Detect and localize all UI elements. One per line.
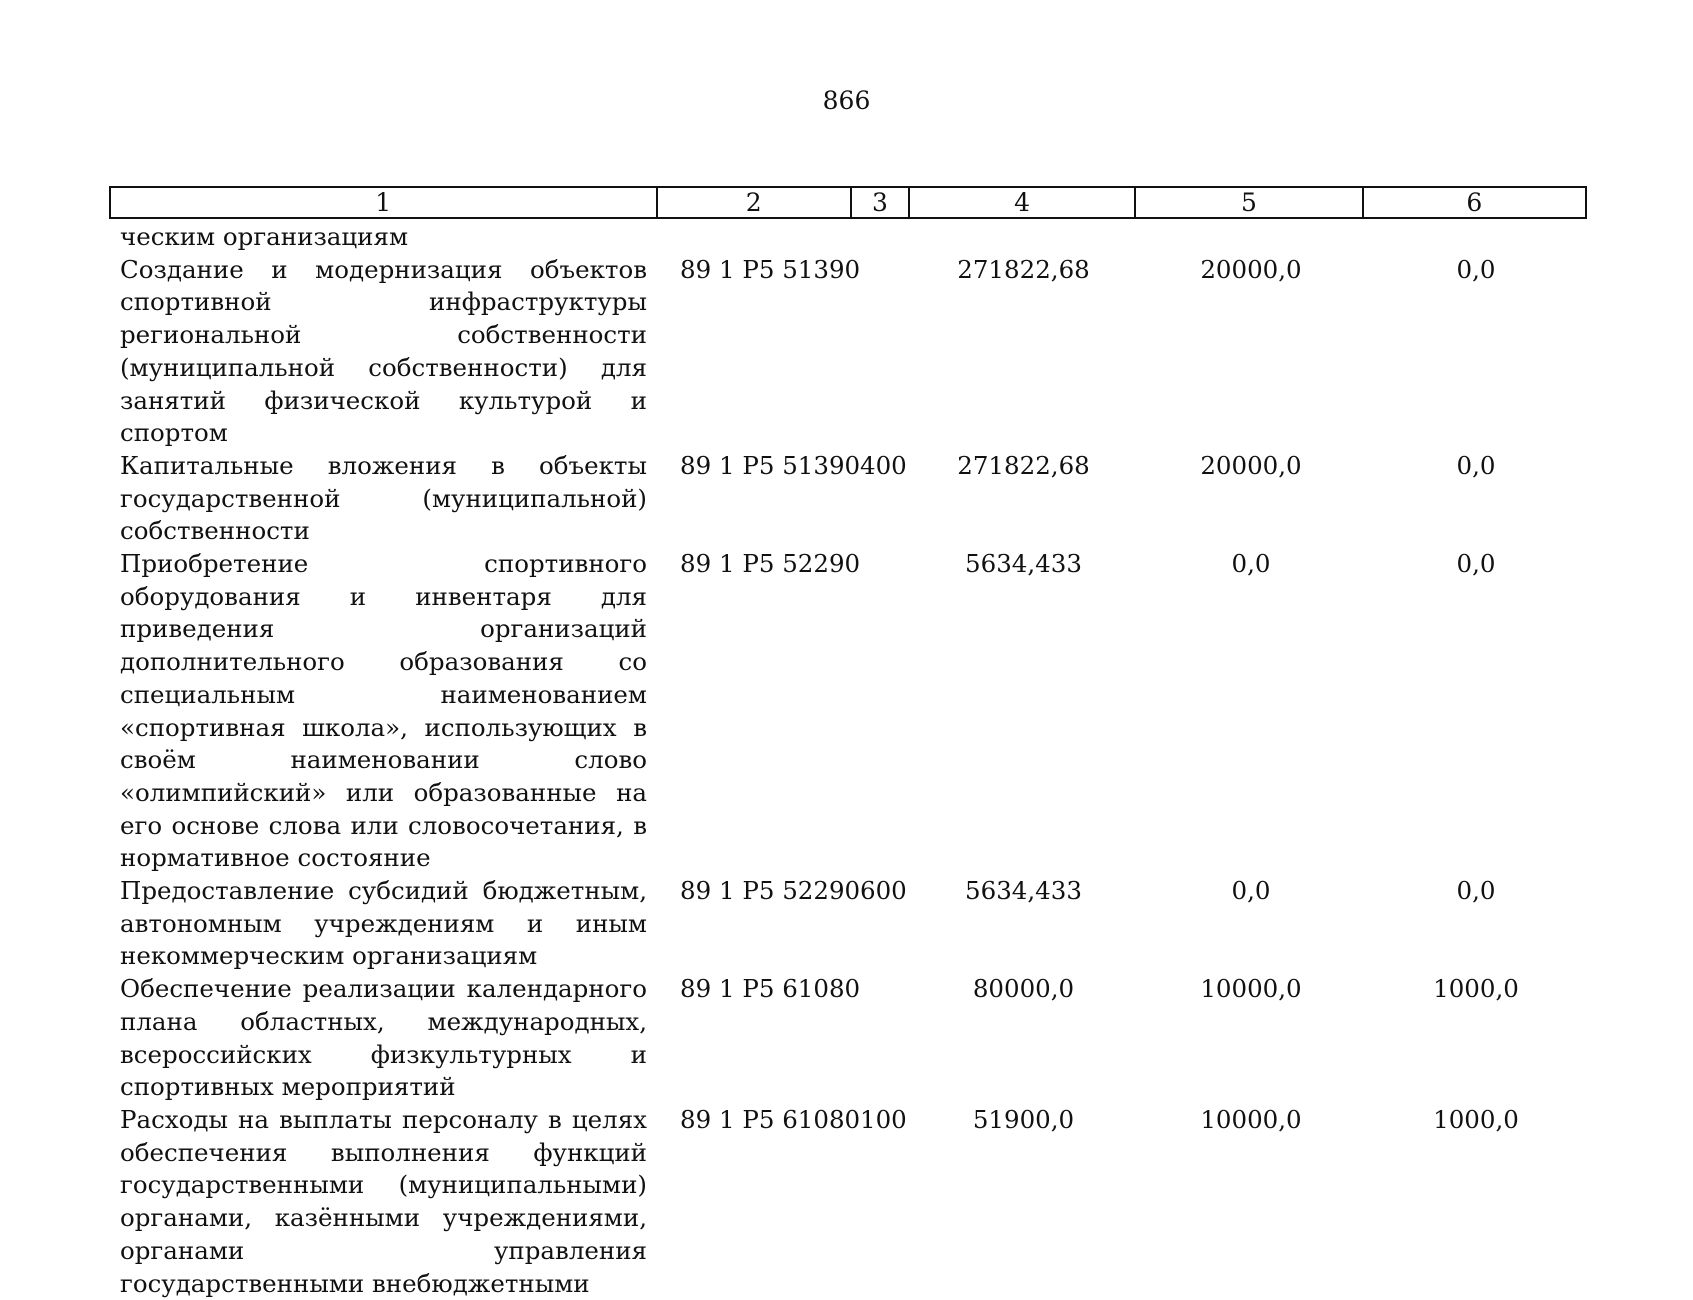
row-value-2: 20000,0 xyxy=(1200,254,1302,284)
table-row xyxy=(109,450,1587,548)
table-header xyxy=(109,186,1587,219)
row-value-1: 5634,433 xyxy=(965,876,1082,906)
table-row xyxy=(109,1104,1587,1300)
row-code: 89 1 Р5 52290 xyxy=(680,549,861,579)
row-value-3: 1000,0 xyxy=(1433,1104,1519,1134)
table-body xyxy=(109,221,1587,1300)
row-name: Создание и модернизация объектов спортивной инфраструктуры региональной собственности (муниципальной собственности) для занятий физической культурой и спортом xyxy=(120,254,647,448)
row-value-1: 5634,433 xyxy=(965,549,1082,579)
row-code: 89 1 Р5 52290 xyxy=(680,876,861,906)
row-code: 89 1 Р5 61080 xyxy=(680,974,861,1004)
row-name: Обеспечение реализации календарного плана областных, международных, всероссийских физкультурных и спортивных мероприятий xyxy=(120,974,647,1102)
header-col-1: 1 xyxy=(111,188,658,217)
row-type: 400 xyxy=(860,450,907,480)
header-col-3: 3 xyxy=(852,188,910,217)
page-number: 866 xyxy=(822,86,871,115)
row-type: 100 xyxy=(860,1104,907,1134)
row-name: Предоставление субсидий бюджетным, автономным учреждениям и иным некоммерческим организациям xyxy=(120,876,647,971)
row-name: Капитальные вложения в объекты государственной (муниципальной) собственности xyxy=(120,450,647,546)
row-value-2: 10000,0 xyxy=(1200,1104,1302,1134)
row-code: 89 1 Р5 61080 xyxy=(680,1104,861,1134)
header-col-5: 5 xyxy=(1136,188,1363,217)
row-value-3: 0,0 xyxy=(1456,450,1496,480)
table-row xyxy=(109,254,1587,450)
row-code: 89 1 Р5 51390 xyxy=(680,254,861,284)
table-row xyxy=(109,548,1587,875)
row-value-3: 0,0 xyxy=(1456,876,1496,906)
header-col-6: 6 xyxy=(1466,188,1483,217)
row-value-2: 20000,0 xyxy=(1200,450,1302,480)
row-type: 600 xyxy=(860,876,907,906)
row-name: ческим организациям xyxy=(120,222,409,251)
row-value-1: 51900,0 xyxy=(972,1104,1075,1134)
header-col-4: 4 xyxy=(910,188,1136,217)
row-name: Расходы на выплаты персоналу в целях обеспечения выполнения функций государственными (муниципальными) органами, казёнными учреждениями, органами управления государственными внебюджетными xyxy=(120,1104,647,1298)
row-value-3: 0,0 xyxy=(1456,549,1496,579)
table-row xyxy=(109,221,1587,254)
row-value-1: 80000,0 xyxy=(972,974,1075,1004)
row-name: Приобретение спортивного оборудования и инвентаря для приведения организаций дополнительного образования со специальным наименованием «спортивная школа», использующих в своём наименовании слово «олимпийский» или образованные на его основе слова или словосочетания, в нормативное состояние xyxy=(120,549,647,873)
row-value-1: 271822,68 xyxy=(957,450,1090,480)
row-code: 89 1 Р5 51390 xyxy=(680,450,861,480)
row-value-3: 0,0 xyxy=(1456,254,1496,284)
table-row xyxy=(109,875,1587,973)
row-value-1: 271822,68 xyxy=(957,254,1090,284)
table-row xyxy=(109,973,1587,1104)
header-col-2: 2 xyxy=(658,188,852,217)
row-value-2: 0,0 xyxy=(1231,876,1271,906)
row-value-2: 0,0 xyxy=(1231,549,1271,579)
row-value-2: 10000,0 xyxy=(1200,974,1302,1004)
row-value-3: 1000,0 xyxy=(1433,974,1519,1004)
